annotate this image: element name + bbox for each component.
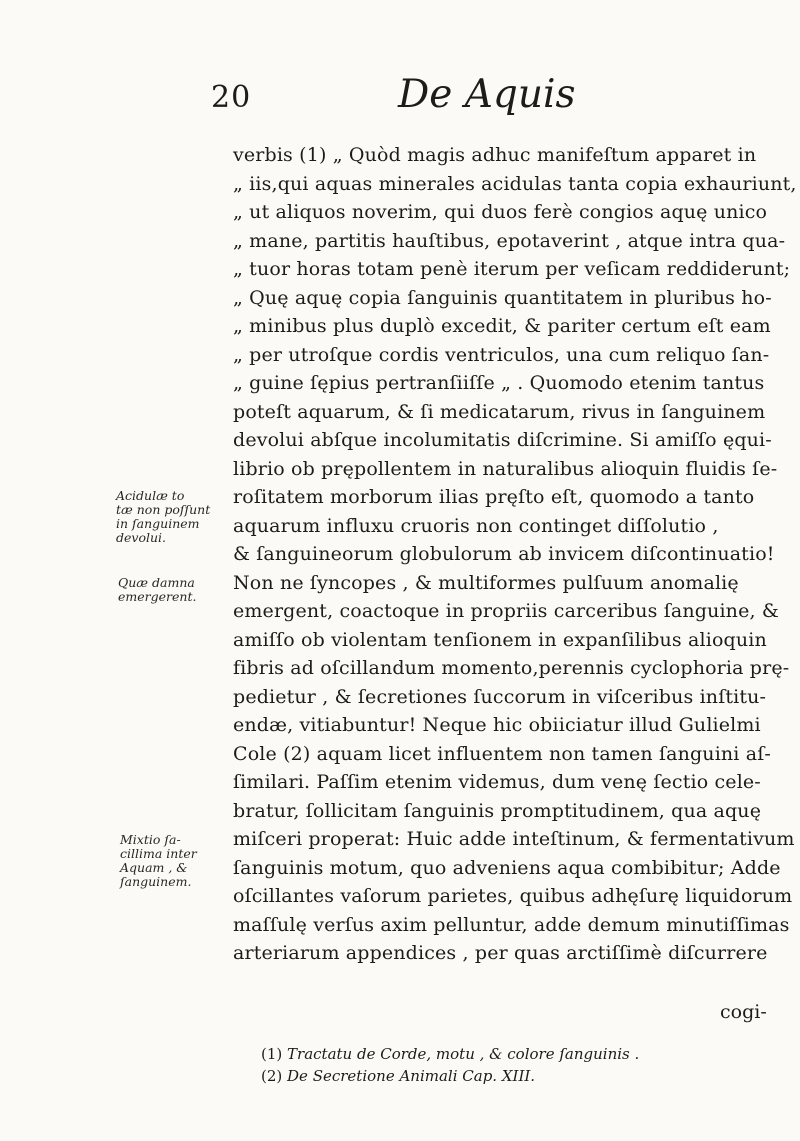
text-line: ſimilari. Paſſim etenim videmus, dum venę ſectio cele- <box>233 771 761 793</box>
margin-note-mixtio <box>120 833 240 889</box>
margin-note-line: Acidulæ to <box>116 488 185 503</box>
margin-note-line: Aquam , & <box>120 860 188 875</box>
margin-note-line: Mixtio ſa- <box>120 832 181 847</box>
text-line: „ per utroſque cordis ventriculos, una cum reliquo ſan- <box>233 343 770 366</box>
margin-note-acidulae <box>116 489 236 545</box>
catchword: cogi- <box>720 1001 767 1023</box>
text-line: maſſulę verſus axim pelluntur, adde demum minutiſſimas <box>233 913 790 936</box>
text-line: devolui abſque incolumitatis diſcrimine. Si amiſſo ęqui- <box>233 429 772 451</box>
footnote <box>261 1043 781 1065</box>
text-line: amiſſo ob violentam tenſionem in expanſilibus alioquin <box>233 628 767 651</box>
margin-note-line: ſanguinem. <box>120 874 192 889</box>
margin-note-line: cillima inter <box>120 846 197 861</box>
margin-note-line: tæ non poſſunt <box>116 502 211 517</box>
text-line: „ mane, partitis hauſtibus, epotaverint , atque intra qua- <box>233 229 786 252</box>
text-line: ſanguinis motum, quo adveniens aqua combibitur; Adde <box>233 856 781 879</box>
margin-note-line: devolui. <box>116 530 167 545</box>
text-line: bratur, ſollicitam ſanguinis promptitudinem, qua aquę <box>233 799 762 822</box>
footnote <box>261 1065 781 1087</box>
text-line: „ tuor horas totam penè iterum per veſicam reddiderunt; <box>233 258 791 280</box>
text-line: aquarum influxu cruoris non continget diſſolutio , <box>233 514 719 537</box>
footnotes <box>261 1043 781 1087</box>
footnote-mark: (2) <box>261 1067 283 1085</box>
text-line: fibris ad oſcillandum momento,perennis cyclophoria prę- <box>233 657 790 679</box>
text-line: Cole (2) aquam licet influentem non tamen ſanguini aſ- <box>233 742 771 765</box>
margin-note-line: in ſanguinem <box>116 516 200 531</box>
running-title: De Aquis <box>398 72 576 117</box>
text-line: arteriarum appendices , per quas arctiſſimè diſcurrere <box>233 942 768 964</box>
footnote-text: Tractatu de Corde, motu , & colore ſanguinis . <box>287 1045 640 1063</box>
text-line: & ſanguineorum globulorum ab invicem diſcontinuatio! <box>233 543 775 565</box>
text-line: „ ut aliquos noverim, qui duos ferè congios aquę unico <box>233 201 768 223</box>
text-line: pedietur , & ſecretiones ſuccorum in viſceribus inſtitu- <box>233 685 767 708</box>
text-line: librio ob prępollentem in naturalibus alioquin fluidis ſe- <box>233 457 778 480</box>
text-line: emergent, coactoque in propriis carceribus ſanguine, & <box>233 600 779 622</box>
text-line: „ minibus plus duplò excedit, & pariter certum eſt eam <box>233 315 771 337</box>
margin-note-damna <box>118 576 238 604</box>
text-line: verbis (1) „ Quòd magis adhuc manifeſtum apparet in <box>233 144 757 166</box>
text-line: Non ne ſyncopes , & multiformes pulſuum anomalię <box>233 571 739 594</box>
page-header <box>0 72 800 132</box>
text-line: „ Quę aquę copia ſanguinis quantitatem in pluribus ho- <box>233 286 772 309</box>
text-line: „ guine ſępius pertranſiiſſe „ . Quomodo etenim tantus <box>233 372 765 394</box>
footnote-text: De Secretione Animali Cap. XIII. <box>287 1067 536 1085</box>
text-line: „ iis,qui aquas minerales acidulas tanta copia exhauriunt, <box>233 172 797 195</box>
page-number: 20 <box>211 80 252 115</box>
text-line: poteſt aquarum, & ſi medicatarum, rivus in ſanguinem <box>233 400 766 423</box>
footnote-mark: (1) <box>261 1045 283 1063</box>
text-line: endæ, vitiabuntur! Neque hic obiiciatur illud Gulielmi <box>233 714 761 736</box>
text-line: oſcillantes vaſorum parietes, quibus adhęſurę liquidorum <box>233 885 793 907</box>
margin-note-line: Quæ damna <box>118 575 195 590</box>
text-line: miſceri properat: Huic adde inteſtinum, & fermentativum <box>233 828 795 850</box>
margin-note-line: emergerent. <box>118 589 197 604</box>
body-text <box>233 141 797 968</box>
text-line: roſitatem morborum ilias pręſto eſt, quomodo a tanto <box>233 486 755 508</box>
